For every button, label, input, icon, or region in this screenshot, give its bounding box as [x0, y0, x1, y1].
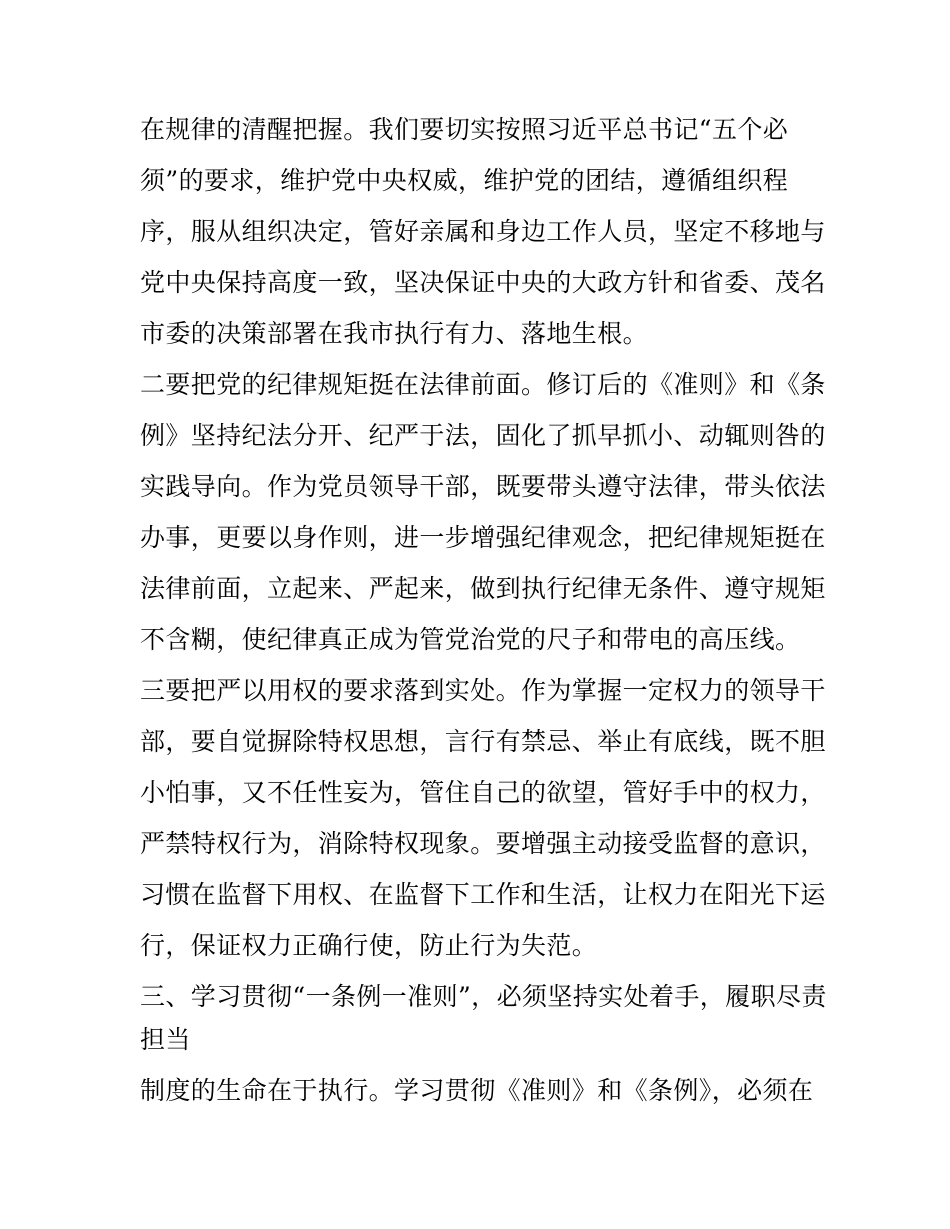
text-line: 实践导向。作为党员领导干部，既要带头遵守法律，带头依法	[140, 472, 826, 501]
text-line: 小怕事，又不任性妄为，管住自己的欲望，管好手中的权力，	[140, 778, 826, 807]
text-line: 不含糊，使纪律真正成为管党治党的尺子和带电的高压线。	[140, 625, 801, 654]
text-line: 行，保证权力正确行使，防止行为失范。	[140, 931, 598, 960]
text-line: 办事，更要以身作则，进一步增强纪律观念，把纪律规矩挺在	[140, 523, 826, 552]
text-line: 二要把党的纪律规矩挺在法律前面。修订后的《准则》和《条	[140, 370, 826, 399]
text-line: 序，服从组织决定，管好亲属和身边工作人员，坚定不移地与	[140, 217, 826, 246]
text-line: 在规律的清醒把握。我们要切实按照习近平总书记“五个必	[140, 115, 789, 144]
text-line: 严禁特权行为，消除特权现象。要增强主动接受监督的意识，	[140, 829, 826, 858]
text-line: 三要把严以用权的要求落到实处。作为掌握一定权力的领导干	[140, 676, 826, 705]
text-line: 法律前面，立起来、严起来，做到执行纪律无条件、遵守规矩	[140, 574, 826, 603]
text-line: 制度的生命在于执行。学习贯彻《准则》和《条例》，必须在	[140, 1076, 814, 1105]
text-line: 市委的决策部署在我市执行有力、落地生根。	[140, 319, 649, 348]
text-line: 例》坚持纪法分开、纪严于法，固化了抓早抓小、动辄则咎的	[140, 421, 826, 450]
text-line: 党中央保持高度一致，坚决保证中央的大政方针和省委、茂名	[140, 268, 826, 297]
text-line: 担当	[140, 1025, 191, 1054]
text-line: 须”的要求，维护党中央权威，维护党的团结，遵循组织程	[140, 166, 789, 195]
text-line: 三、学习贯彻“一条例一准则”，必须坚持实处着手，履职尽责	[140, 982, 827, 1011]
text-line: 部，要自觉摒除特权思想，言行有禁忌、举止有底线，既不胆	[140, 727, 826, 756]
text-line: 习惯在监督下用权、在监督下工作和生活，让权力在阳光下运	[140, 880, 826, 909]
